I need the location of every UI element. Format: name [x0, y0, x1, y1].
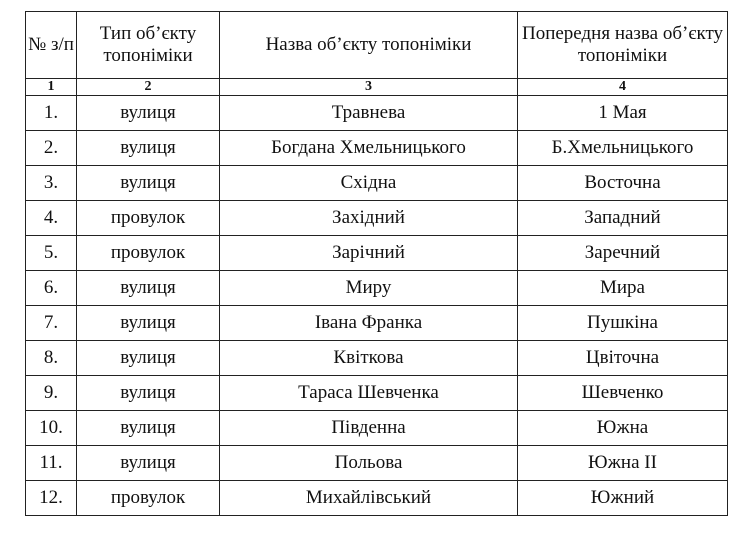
object-type-cell: вулиця — [77, 306, 220, 341]
header-object-name: Назва об’єкту топоніміки — [220, 12, 518, 79]
toponymy-renaming-table — [25, 11, 728, 516]
object-name-cell: Михайлівський — [220, 481, 518, 516]
table-row — [26, 236, 728, 271]
previous-name-cell: Западний — [518, 201, 728, 236]
previous-name-cell: Южна — [518, 411, 728, 446]
object-type-cell: провулок — [77, 201, 220, 236]
header-number: № з/п — [26, 12, 77, 79]
previous-name-cell: Южний — [518, 481, 728, 516]
column-number-row — [26, 79, 728, 96]
table-row — [26, 131, 728, 166]
row-number: 1. — [26, 96, 77, 131]
row-number: 4. — [26, 201, 77, 236]
object-name-cell: Південна — [220, 411, 518, 446]
object-name-cell: Травнева — [220, 96, 518, 131]
table-header-row — [26, 12, 728, 79]
object-type-cell: вулиця — [77, 166, 220, 201]
previous-name-cell: Заречний — [518, 236, 728, 271]
object-name-cell: Східна — [220, 166, 518, 201]
row-number: 9. — [26, 376, 77, 411]
table-row — [26, 481, 728, 516]
object-name-cell: Квіткова — [220, 341, 518, 376]
object-type-cell: вулиця — [77, 411, 220, 446]
row-number: 3. — [26, 166, 77, 201]
previous-name-cell: 1 Мая — [518, 96, 728, 131]
object-name-cell: Богдана Хмельницького — [220, 131, 518, 166]
table-row — [26, 96, 728, 131]
row-number: 10. — [26, 411, 77, 446]
previous-name-cell: Восточна — [518, 166, 728, 201]
row-number: 6. — [26, 271, 77, 306]
table-row — [26, 201, 728, 236]
previous-name-cell: Мира — [518, 271, 728, 306]
object-type-cell: провулок — [77, 481, 220, 516]
object-name-cell: Тараса Шевченка — [220, 376, 518, 411]
previous-name-cell: Шевченко — [518, 376, 728, 411]
table-row — [26, 306, 728, 341]
object-type-cell: вулиця — [77, 446, 220, 481]
object-type-cell: вулиця — [77, 341, 220, 376]
column-number: 1 — [26, 79, 77, 96]
object-name-cell: Польова — [220, 446, 518, 481]
object-name-cell: Західний — [220, 201, 518, 236]
table-row — [26, 446, 728, 481]
table-row — [26, 376, 728, 411]
row-number: 8. — [26, 341, 77, 376]
column-number: 3 — [220, 79, 518, 96]
object-name-cell: Зарічний — [220, 236, 518, 271]
header-previous-name: Попередня назва об’єкту топоніміки — [518, 12, 728, 79]
object-type-cell: вулиця — [77, 271, 220, 306]
column-number: 4 — [518, 79, 728, 96]
table-row — [26, 166, 728, 201]
previous-name-cell: Южна II — [518, 446, 728, 481]
previous-name-cell: Б.Хмельницького — [518, 131, 728, 166]
row-number: 12. — [26, 481, 77, 516]
row-number: 7. — [26, 306, 77, 341]
object-type-cell: вулиця — [77, 376, 220, 411]
object-type-cell: провулок — [77, 236, 220, 271]
table-row — [26, 341, 728, 376]
header-object-type: Тип об’єкту топоніміки — [77, 12, 220, 79]
table-row — [26, 411, 728, 446]
object-type-cell: вулиця — [77, 96, 220, 131]
object-name-cell: Івана Франка — [220, 306, 518, 341]
row-number: 11. — [26, 446, 77, 481]
column-number: 2 — [77, 79, 220, 96]
row-number: 5. — [26, 236, 77, 271]
row-number: 2. — [26, 131, 77, 166]
table-row — [26, 271, 728, 306]
previous-name-cell: Пушкіна — [518, 306, 728, 341]
table-body — [26, 96, 728, 516]
previous-name-cell: Цвіточна — [518, 341, 728, 376]
object-type-cell: вулиця — [77, 131, 220, 166]
object-name-cell: Миру — [220, 271, 518, 306]
